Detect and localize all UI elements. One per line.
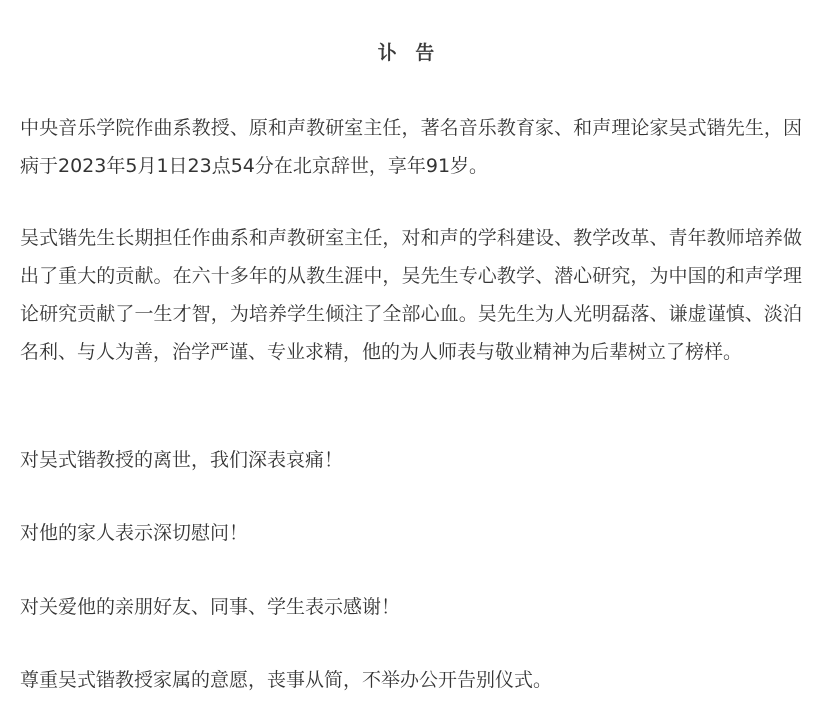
obituary-title: 讣 告 <box>377 42 441 64</box>
paragraph-thanks: 对关爱他的亲朋好友、同事、学生表示感谢！ <box>20 596 401 618</box>
paragraph-announcement: 中央音乐学院作曲系教授、原和声教研室主任，著名音乐教育家、和声理论家吴式锴先生，因病于2023年5月1日23点54分在北京辞世，享年91岁。 <box>20 117 802 177</box>
paragraph-funeral-arrangement: 尊重吴式锴教授家属的意愿，丧事从简，不举办公开告别仪式。 <box>20 669 553 691</box>
paragraph-biography: 吴式锴先生长期担任作曲系和声教研室主任，对和声的学科建设、教学改革、青年教师培养做出了重大的贡献。在六十多年的从教生涯中，吴先生专心教学、潜心研究，为中国的和声学理论研究贡献了一生才智，为培养学生倾注了全部心血。吴先生为人光明磊落、谦虚谨慎、淡泊名利、与人为善，治学严谨、专业求精，他的为人师表与敬业精神为后辈树立了榜样。 <box>20 227 802 363</box>
paragraph-condolence: 对吴式锴教授的离世，我们深表哀痛！ <box>20 449 344 471</box>
paragraph-family-sympathy: 对他的家人表示深切慰问！ <box>20 522 249 544</box>
